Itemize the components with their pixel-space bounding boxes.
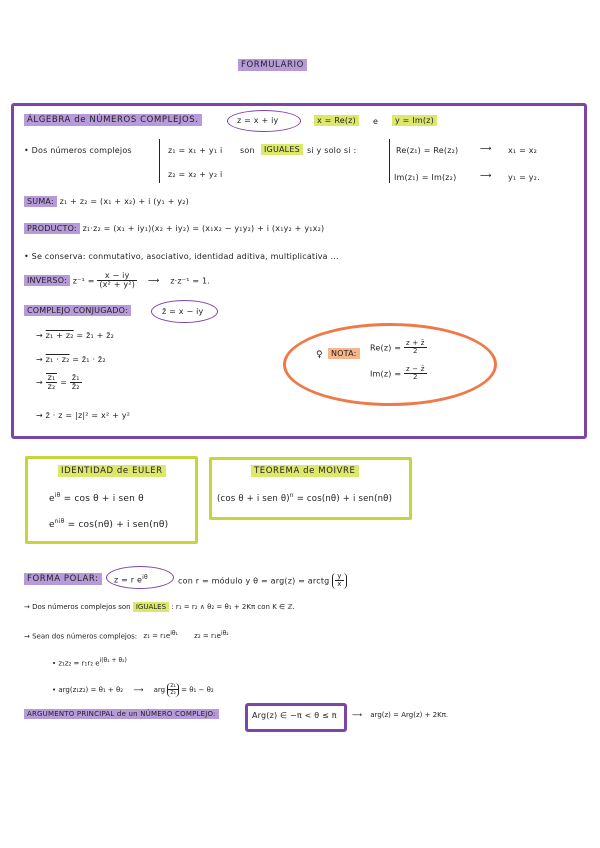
z-definition: z = x + iy — [237, 116, 279, 125]
nota-re: Re(z) = $\frac{z + z̄}{2}$ — [370, 339, 425, 356]
and-text: e — [373, 117, 379, 126]
principal-arrow: ⟶ — [352, 711, 363, 719]
nota-icon: ♀ — [316, 350, 323, 360]
conjugado-label: COMPLEJO CONJUGADO: — [24, 305, 131, 316]
z2-def: z₂ = x₂ + y₂ i — [168, 170, 223, 179]
conj-prop-2: → z₁ · z₂ = z̄₁ · z̄₂ — [36, 355, 106, 364]
polar-def: z = r $e^{i\theta}$ — [114, 574, 148, 585]
nota-label: NOTA: — [328, 349, 360, 358]
re-condition: Re(z₁) = Re(z₂) — [396, 146, 459, 155]
im-condition: Im(z₁) = Im(z₂) — [394, 173, 457, 182]
moivre-header: TEOREMA de MOIVRE — [251, 466, 359, 476]
principal-def: Arg(z) ∈ −π < θ ≤ π — [252, 711, 337, 720]
arg-arrow: ⟶ — [133, 685, 144, 694]
polar-header: FORMA POLAR: — [24, 574, 102, 584]
polar-product: • z₁z₂ = r₁r₂ $e^{i(\theta_1 + \theta_2)}$ — [52, 657, 127, 668]
im-result: y₁ = y₂. — [508, 173, 540, 182]
inverso-fraction: $\frac{x - iy}{\text{(x² + y²)}}$ — [99, 271, 136, 290]
re-result: x₁ = x₂ — [508, 146, 538, 155]
conserva-text: • Se conserva: conmutativo, asociativo, identidad aditiva, multiplicativa ... — [24, 252, 339, 261]
suma-label: SUMA: — [24, 196, 57, 207]
suma-row — [24, 197, 189, 206]
inverso-arrow: ⟶ — [147, 276, 160, 286]
conj-prop-1: → z₁ + z₂ = z̄₁ + z̄₂ — [36, 331, 115, 340]
z1-def: z₁ = x₁ + y₁ i — [168, 146, 223, 155]
re-arrow: ⟶ — [480, 144, 492, 153]
producto-row — [24, 224, 324, 233]
equal-intro: • Dos números complejos — [24, 146, 132, 155]
page-title-text: FORMULARIO — [238, 59, 307, 71]
polar-con: con r = módulo y θ = arg(z) = arctg $\frac{y}{x}$ — [178, 573, 347, 589]
conj-prop-3: → $\frac{\text{z₁}}{\text{z₂}}$ = $\frac{\text{z̄₁}}{\text{z̄₂}}$ — [36, 372, 80, 392]
im-arrow: ⟶ — [480, 171, 492, 180]
suma-formula: z₁ + z₂ = (x₁ + x₂) + i (y₁ + y₂) — [59, 197, 189, 206]
inverso-label: INVERSO: — [24, 275, 70, 286]
page-title — [238, 60, 307, 70]
nota-oval — [283, 323, 497, 406]
son-text: son — [240, 146, 255, 155]
nota-im: Im(z) = $\frac{z - z̄}{2}$ — [370, 365, 425, 382]
brace-right — [389, 139, 390, 183]
algebra-header: ÁLGEBRA de NÚMEROS COMPLEJOS. — [24, 115, 202, 125]
si-solo-si: si y solo si : — [307, 146, 357, 155]
inverso-row: INVERSO: z⁻¹ = $\frac{x - iy}{\text{(x² + y²)}}$ ⟶ z·z⁻¹ = 1. — [24, 272, 210, 290]
conjugado-def: z̄ = x − iy — [162, 307, 204, 316]
y-definition: y = Im(z) — [392, 116, 437, 125]
euler-formula-1: $e^{i\theta} = \cos \theta + i$ sen θ — [49, 492, 144, 504]
euler-header: IDENTIDAD de EULER — [58, 466, 166, 476]
producto-formula: z₁·z₂ = (x₁ + iy₁)(x₂ + iy₂) = (x₁x₂ − y₁y₂) + i (x₁y₂ + y₁x₂) — [82, 224, 325, 233]
moivre-formula: (cos θ + i sen θ)$^n$ = cos(nθ) + i sen(nθ) — [217, 492, 393, 504]
principal-rhs: ⟶ arg(z) = Arg(z) + 2Kπ. — [352, 711, 449, 719]
brace-left — [159, 139, 160, 183]
euler-formula-2: $e^{ni\theta} = \cos(n\theta) + i$ sen(nθ) — [49, 518, 169, 530]
polar-iguales: → Dos números complejos son IGUALES : r₁ = r₂ ∧ θ₂ = θ₁ + 2Kπ con K ∈ ℤ. — [24, 603, 295, 611]
x-definition: x = Re(z) — [314, 116, 359, 125]
conj-prop-4: → z̄ · z = |z|² = x² + y² — [36, 411, 131, 420]
conjugado-row — [24, 306, 131, 315]
polar-sean: → Sean dos números complejos: $z_1 = r_1e^{i\theta_1}$ $z_2 = r_1e^{i\theta_2}$ — [24, 630, 229, 641]
iguales-badge: IGUALES — [261, 145, 303, 154]
principal-label: ARGUMENTO PRINCIPAL de un NÚMERO COMPLEJO: — [24, 710, 219, 718]
producto-label: PRODUCTO: — [24, 223, 80, 234]
polar-arg: • arg(z₁z₂) = θ₁ + θ₂ ⟶ arg $\frac{\text{z₁}}{\text{z₂}}$ = θ₁ − θ₂ — [52, 682, 214, 697]
